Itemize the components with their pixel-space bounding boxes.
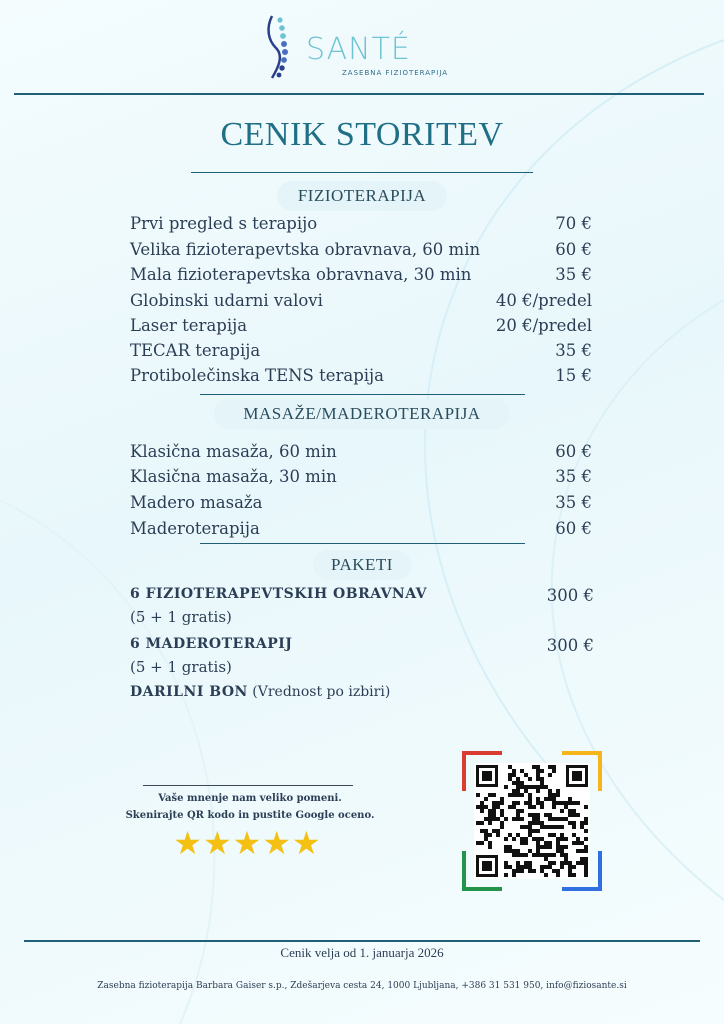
service-price: 60 € [555,519,592,538]
service-name: Prvi pregled s terapijo [130,214,318,233]
google-review-qr-code[interactable] [462,751,602,891]
service-price: 35 € [555,493,592,512]
service-name: Protibolečinska TENS terapija [130,366,385,385]
review-divider [143,785,353,786]
service-name: TECAR terapija [130,341,261,360]
section-divider [200,543,525,544]
star-rating-icon: ★★★★★ [173,824,322,862]
price-row [130,441,592,463]
price-row [130,518,592,540]
service-price: 70 € [555,214,592,233]
header-divider [14,93,704,95]
section-heading-fizioterapija: FIZIOTERAPIJA [277,181,447,211]
service-name: Mala fizioterapevtska obravnava, 30 min [130,265,472,284]
price-row [130,466,592,488]
title-underline [191,172,533,173]
service-price: 60 € [555,442,592,461]
price-row [130,365,592,387]
service-name: Globinski udarni valovi [130,291,323,310]
service-price: 40 €/predel [495,291,592,310]
service-name: Klasična masaža, 60 min [130,442,337,461]
gift-voucher-note: (Vrednost po izbiri) [252,684,391,700]
brand-logo [262,14,462,84]
price-row [130,213,592,235]
service-name: Klasična masaža, 30 min [130,467,337,486]
package-price: 300 € [546,636,594,655]
service-price: 60 € [555,240,592,259]
company-contact-footer: Zasebna fizioterapija Barbara Gaiser s.p., Zdešarjeva cesta 24, 1000 Ljubljana, +386 31 531 950, info@fiziosante.si [97,981,627,991]
brand-tagline: ZASEBNA FIZIOTERAPIJA [342,69,449,77]
price-row [130,315,592,337]
service-name: Maderoterapija [130,519,260,538]
package-name: 6 MADEROTERAPIJ [130,636,293,652]
service-price: 15 € [555,366,592,385]
price-row [130,239,592,261]
service-price: 35 € [555,341,592,360]
service-name: Laser terapija [130,316,248,335]
gift-voucher [130,684,390,700]
page-title: CENIK STORITEV [220,116,504,153]
spine-icon [264,14,294,80]
review-line-1: Vaše mnenje nam veliko pomeni. [158,793,342,804]
section-heading-paketi: PAKETI [313,550,411,580]
review-line-2: Skenirajte QR kodo in pustite Google oceno. [125,810,375,821]
service-price: 20 €/predel [495,316,592,335]
price-row [130,492,592,514]
section-heading-masaze: MASAŽE/MADEROTERAPIJA [214,399,510,429]
package-name: 6 FIZIOTERAPEVTSKIH OBRAVNAV [130,586,427,602]
service-price: 35 € [555,467,592,486]
gift-voucher-label: DARILNI BON [130,684,248,700]
brand-name: SANTÉ [306,32,411,67]
package-price: 300 € [546,586,594,605]
package-note: (5 + 1 gratis) [130,608,232,626]
footer-divider [24,940,700,942]
service-name: Madero masaža [130,493,263,512]
price-list-valid-from: Cenik velja od 1. januarja 2026 [280,945,444,960]
price-row [130,340,592,362]
service-price: 35 € [555,265,592,284]
package-note: (5 + 1 gratis) [130,658,232,676]
price-row [130,290,592,312]
service-name: Velika fizioterapevtska obravnava, 60 min [130,240,481,259]
price-row [130,264,592,286]
review-message [120,790,380,824]
section-divider [200,394,525,395]
